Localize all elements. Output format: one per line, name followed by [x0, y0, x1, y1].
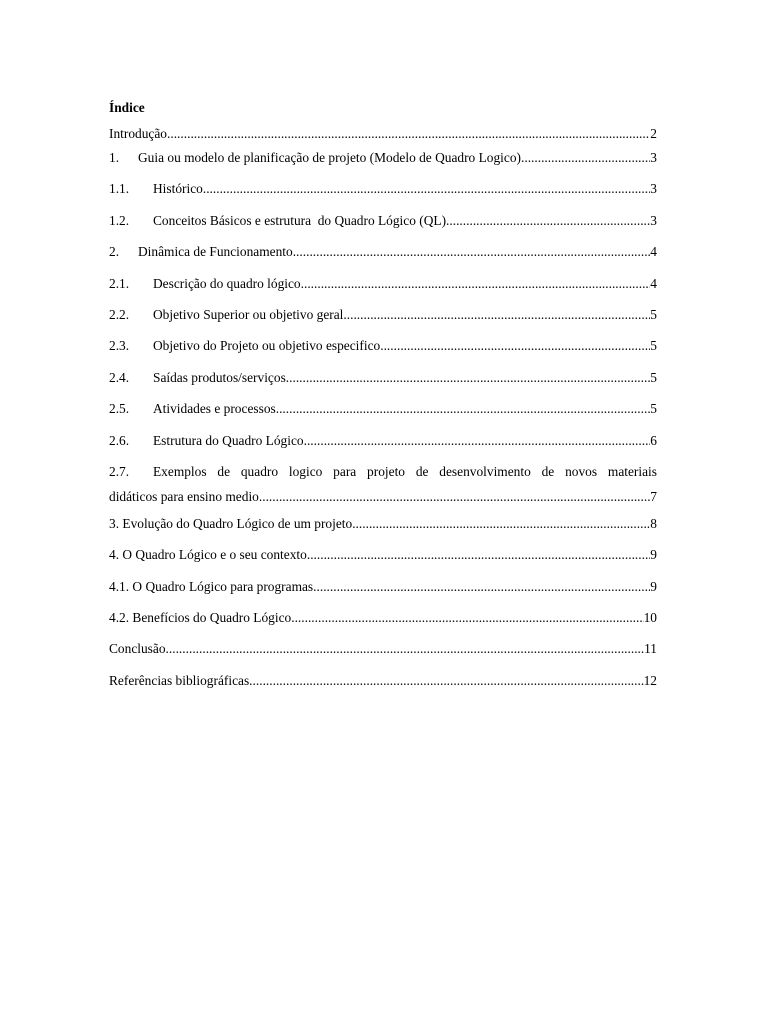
document-page	[109, 98, 657, 702]
toc-entry-text: Conceitos Básicos e estrutura do Quadro Lógico (QL)	[153, 212, 447, 228]
toc-entry-2-4[interactable]	[109, 368, 657, 399]
toc-page-number: 8	[650, 515, 657, 531]
toc-page-number: 10	[643, 610, 657, 626]
toc-page-number: 6	[650, 432, 657, 448]
toc-entry-2-5[interactable]	[109, 399, 657, 430]
toc-leader	[276, 399, 651, 419]
toc-entry-text: Estrutura do Quadro Lógico	[153, 432, 304, 448]
toc-page-number: 9	[650, 547, 657, 563]
toc-entry-text-line2: didáticos para ensino medio	[109, 488, 259, 504]
toc-leader	[166, 639, 645, 659]
toc-entry-number: 1.2.	[109, 212, 130, 228]
toc-page-number: 4	[650, 275, 657, 291]
toc-page-number: 3	[650, 181, 657, 197]
toc-entry-number: 2.1.	[109, 275, 130, 291]
toc-leader	[352, 514, 650, 534]
toc-entry-number: 2.3.	[109, 338, 130, 354]
toc-entry-text: 4. O Quadro Lógico e o seu contexto	[109, 547, 307, 563]
toc-entry-text: Histórico	[153, 181, 203, 197]
toc-leader	[291, 608, 643, 628]
toc-entry-text: Conclusão	[109, 641, 166, 657]
toc-entry-number: 1.1.	[109, 181, 130, 197]
toc-entry-2-1[interactable]	[109, 274, 657, 305]
toc-entry-number: 2.4.	[109, 369, 130, 385]
toc-entry-text: Objetivo do Projeto ou objetivo especifico	[153, 338, 381, 354]
toc-page-number: 5	[650, 369, 657, 385]
toc-entry-conclusao[interactable]	[109, 639, 657, 670]
toc-page-number: 5	[650, 338, 657, 354]
toc-leader	[301, 274, 651, 294]
toc-leader	[259, 487, 650, 507]
index-title: Índice	[109, 100, 145, 115]
toc-entry-1-1[interactable]	[109, 179, 657, 210]
toc-leader	[286, 368, 651, 388]
toc-leader	[521, 148, 650, 168]
toc-entry-number: 2.	[109, 244, 120, 260]
toc-entry-text: Dinâmica de Funcionamento	[138, 244, 293, 260]
toc-leader	[249, 671, 643, 691]
toc-entry-4-2[interactable]	[109, 608, 657, 639]
toc-entry-2-7[interactable]	[109, 462, 657, 514]
toc-page-number: 12	[643, 672, 657, 688]
toc-entry-number: 1.	[109, 150, 120, 165]
toc-entry-text: Saídas produtos/serviços	[153, 369, 286, 385]
toc-leader	[343, 305, 650, 325]
toc-entry-number: 2.5.	[109, 401, 130, 417]
toc-entry-2-6[interactable]	[109, 431, 657, 462]
toc-entry-2-3[interactable]	[109, 336, 657, 367]
toc-leader	[167, 124, 650, 144]
toc-entry-text: Objetivo Superior ou objetivo geral	[153, 306, 344, 322]
toc-page-number: 3	[650, 212, 657, 228]
toc-entry-4[interactable]	[109, 545, 657, 576]
toc-entry-text-line1: Exemplos de quadro logico para projeto de desenvolvimento de novos materiais	[153, 463, 657, 479]
toc-entry-text: Atividades e processos	[153, 401, 276, 417]
toc-page-number: 7	[650, 488, 657, 504]
toc-leader	[307, 545, 650, 565]
toc-entry-introducao[interactable]	[109, 124, 657, 148]
toc-entry-text: 4.1. O Quadro Lógico para programas	[109, 578, 314, 594]
toc-entry-number: 2.6.	[109, 432, 130, 448]
toc-entry-referencias[interactable]	[109, 671, 657, 702]
toc-entry-text: 3. Evolução do Quadro Lógico de um projeto	[109, 515, 353, 531]
toc-entry-number: 2.2.	[109, 306, 130, 322]
toc-leader	[304, 431, 651, 451]
toc-leader	[203, 179, 650, 199]
toc-entry-text: 4.2. Benefícios do Quadro Lógico	[109, 610, 292, 626]
toc-page-number: 4	[650, 244, 657, 260]
toc-leader	[380, 336, 650, 356]
toc-entry-3[interactable]	[109, 514, 657, 545]
toc-entry-text: Guia ou modelo de planificação de projeto (Modelo de Quadro Logico)	[138, 150, 521, 165]
toc-page-number: 2	[650, 126, 657, 141]
toc-entry-text: Descrição do quadro lógico	[153, 275, 301, 291]
toc-entry-text: Introdução	[109, 126, 168, 141]
toc-leader	[446, 211, 650, 231]
toc-entry-text: Referências bibliográficas	[109, 672, 250, 688]
toc-entry-number: 2.7.	[109, 463, 130, 479]
toc-page-number: 9	[650, 578, 657, 594]
toc-entry-1[interactable]	[109, 148, 657, 179]
toc-page-number: 3	[650, 150, 657, 165]
toc-entry-4-1[interactable]	[109, 577, 657, 608]
toc-leader	[313, 577, 650, 597]
toc-entry-2-2[interactable]	[109, 305, 657, 336]
toc-entry-1-2[interactable]	[109, 211, 657, 242]
toc-page-number: 5	[650, 306, 657, 322]
toc-page-number: 5	[650, 401, 657, 417]
toc-entry-2[interactable]	[109, 242, 657, 273]
toc-page-number: 11	[644, 641, 657, 657]
toc-leader	[293, 242, 651, 262]
